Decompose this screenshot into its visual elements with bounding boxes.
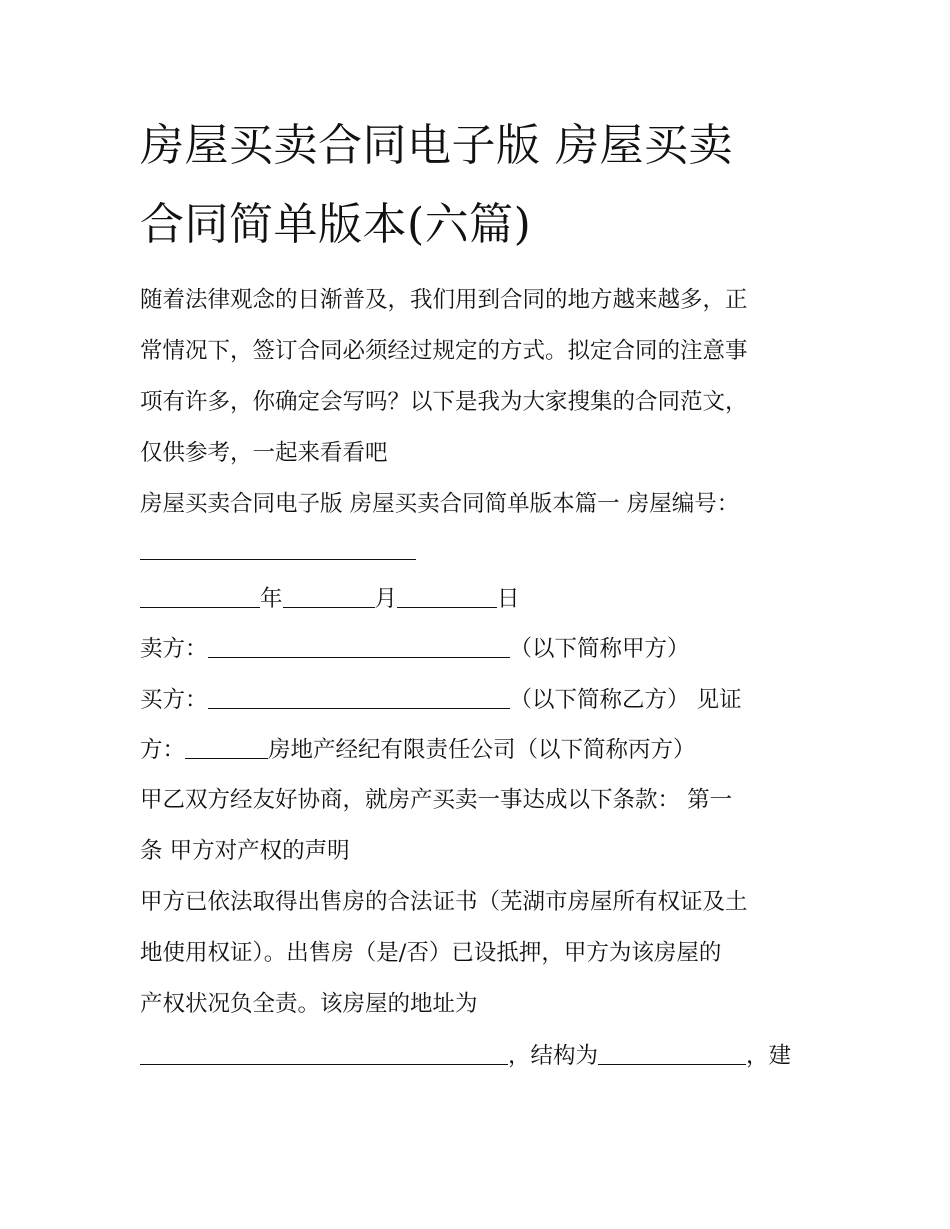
clause-intro-line-1: 甲乙双方经友好协商，就房产买卖一事达成以下条款： 第一 <box>140 787 733 813</box>
address-blank <box>140 1042 508 1065</box>
intro-line-1: 随着法律观念的日渐普及，我们用到合同的地方越来越多，正 <box>140 287 748 313</box>
seller-suffix: （以下简称甲方） <box>509 636 690 662</box>
month-blank <box>283 585 375 608</box>
seller-label: 卖方： <box>140 636 208 662</box>
witness-blank <box>185 736 268 759</box>
buyer-label: 买方： <box>140 687 208 713</box>
seller-row <box>140 633 830 664</box>
buyer-suffix: （以下简称乙方） 见证 <box>509 687 742 713</box>
build-label: ，建 <box>746 1043 792 1069</box>
address-row <box>140 1040 830 1071</box>
day-blank <box>397 585 497 608</box>
buyer-blank <box>208 686 510 709</box>
intro-line-4: 仅供参考，一起来看看吧 <box>140 440 388 466</box>
structure-blank <box>598 1042 746 1065</box>
title-line-2: 合同简单版本(六篇) <box>140 199 532 250</box>
intro-line-2: 常情况下，签订合同必须经过规定的方式。拟定合同的注意事 <box>140 338 748 364</box>
clause-body-line-2: 地使用权证）。出售房（是/否）已设抵押，甲方为该房屋的 <box>140 940 722 966</box>
month-label: 月 <box>374 586 398 612</box>
buyer-row <box>140 684 830 715</box>
witness-suffix: 房地产经纪有限责任公司（以下简称丙方） <box>268 737 696 763</box>
year-blank <box>140 585 260 608</box>
title-line-1: 房屋买卖合同电子版 房屋买卖 <box>140 120 733 171</box>
witness-row <box>140 734 830 765</box>
clause-intro-line-2: 条 甲方对产权的声明 <box>140 838 350 864</box>
seller-blank <box>208 635 510 658</box>
witness-prefix: 方： <box>140 737 186 763</box>
intro-line-3: 项有许多，你确定会写吗？以下是我为大家搜集的合同范文， <box>140 389 748 415</box>
house-number-blank-row <box>140 535 830 566</box>
date-row <box>140 583 830 614</box>
day-label: 日 <box>497 586 520 612</box>
house-number-blank <box>140 537 416 560</box>
section-heading: 房屋买卖合同电子版 房屋买卖合同简单版本篇一 房屋编号： <box>140 491 740 517</box>
year-label: 年 <box>260 586 283 612</box>
structure-label: ，结构为 <box>508 1043 599 1069</box>
clause-body-line-1: 甲方已依法取得出售房的合法证书（芜湖市房屋所有权证及土 <box>140 889 748 915</box>
clause-body-line-3: 产权状况负全责。该房屋的地址为 <box>140 991 478 1017</box>
